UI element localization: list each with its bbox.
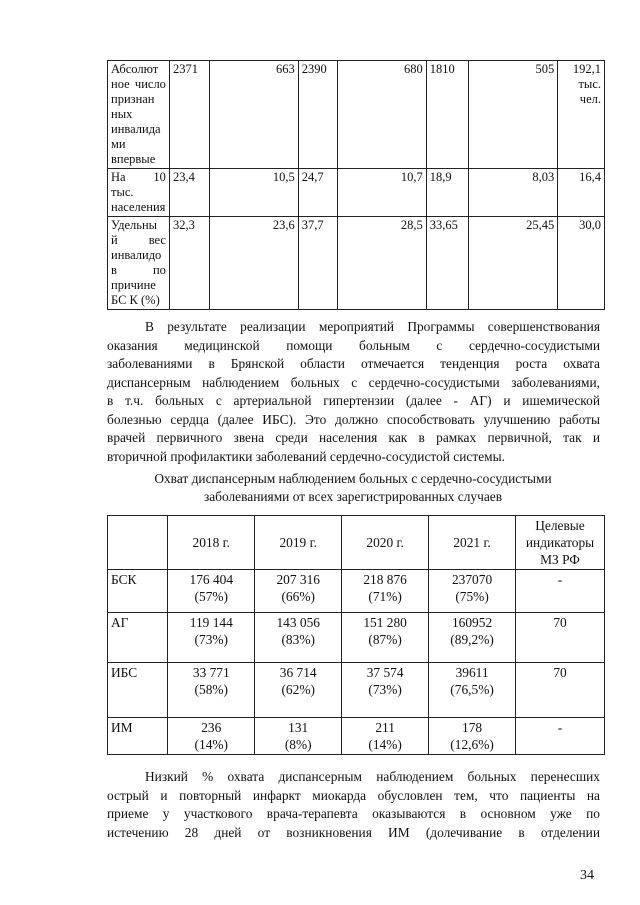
cell-value: 143 056: [276, 615, 320, 630]
cell-percent: (14%): [194, 737, 229, 752]
cell-line: тыс.: [578, 77, 601, 91]
paragraph-line: В результате реализации мероприятий Программы совершенствования: [145, 319, 600, 334]
cell-value: 36 714: [279, 665, 317, 680]
table-row: [108, 169, 605, 217]
row-label-line: Абсолют: [111, 62, 159, 76]
table-header-row: [108, 516, 605, 570]
table-cell: [342, 613, 429, 663]
header-cell: 2021 г.: [429, 516, 516, 570]
cell-percent: (8%): [284, 737, 312, 752]
table-row: [108, 663, 605, 718]
header-cell: 2019 г.: [255, 516, 342, 570]
row-label: [108, 61, 170, 169]
table-cell: 505: [468, 61, 557, 169]
table-cell: 23,4: [169, 169, 209, 217]
cell-percent: (58%): [194, 682, 229, 697]
cell-percent: (87%): [368, 632, 402, 647]
table-cell: 25,45: [468, 217, 557, 310]
cell-value: 237070: [451, 572, 493, 587]
cell-percent: (62%): [281, 682, 315, 697]
cell-percent: (71%): [368, 589, 402, 604]
table-cell: [342, 718, 429, 755]
table-cell: [342, 663, 429, 718]
table-cell: 2371: [169, 61, 209, 169]
paragraph-line: приеме у участкового врача-терапевта оказываются в основном уже по: [107, 806, 600, 821]
cell-percent: (66%): [281, 589, 315, 604]
cell-line: чел.: [579, 92, 601, 106]
table-row: [108, 613, 605, 663]
row-label: АГ: [108, 613, 168, 663]
cell-value: 160952: [451, 615, 493, 630]
cell-line: 192,1: [572, 62, 601, 76]
cell-percent: (12,6%): [450, 737, 494, 752]
paragraph-line: оказания медицинской помощи больным с сердечно-сосудистыми: [107, 337, 600, 353]
table-row: [108, 217, 605, 310]
table-cell: 24,7: [298, 169, 337, 217]
row-label-line: тыс.: [111, 185, 134, 199]
disability-table: [107, 60, 605, 310]
table-cell: [168, 570, 255, 613]
cell-value: 211: [375, 720, 395, 735]
header-empty-cell: [108, 516, 168, 570]
header-line: МЗ РФ: [540, 552, 580, 567]
table-cell: 1810: [426, 61, 468, 169]
cell-percent: (89,2%): [450, 632, 494, 647]
table-cell: 32,3: [169, 217, 209, 310]
row-label-line: инвалидо: [111, 248, 162, 262]
table-cell: 10,5: [210, 169, 299, 217]
table-cell: 33,65: [426, 217, 468, 310]
header-cell-indicator: [516, 516, 605, 570]
row-label-line: ных: [111, 107, 133, 121]
table-cell: 37,7: [298, 217, 337, 310]
header-cell: 2018 г.: [168, 516, 255, 570]
cell-value: 178: [462, 720, 483, 735]
paragraph-line: истечению 28 дней от возникновения ИМ (долечивание в отделении: [107, 824, 600, 840]
cell-percent: (75%): [455, 589, 489, 604]
body-paragraph: [107, 318, 600, 466]
header-line: Целевые: [535, 518, 585, 533]
paragraph-line: Низкий % охвата диспансерным наблюдением больных перенесших: [145, 769, 600, 784]
row-label: ИБС: [108, 663, 168, 718]
row-label-line: й вес: [111, 233, 166, 247]
cell-value: 37 574: [366, 665, 404, 680]
table-cell: [429, 570, 516, 613]
table-row: [108, 570, 605, 613]
header-line: индикаторы: [525, 535, 595, 550]
cell-percent: (73%): [368, 682, 402, 697]
header-cell: 2020 г.: [342, 516, 429, 570]
row-label: ИМ: [108, 718, 168, 755]
row-label-line: признан: [111, 92, 155, 106]
cell-percent: (76,5%): [450, 682, 494, 697]
paragraph-line: заболеваниями в Брянской области отмечается тенденция роста охвата: [107, 356, 600, 371]
paragraph-line: вторичной профилактики заболеваний сердечно-сосудистой системы.: [107, 448, 505, 464]
caption-line: заболеваниями от всех зарегистрированных случаев: [203, 489, 503, 504]
page-number: 34: [580, 868, 594, 883]
table-cell: 23,6: [210, 217, 299, 310]
table-cell: 2390: [298, 61, 337, 169]
table-cell: [558, 217, 605, 310]
cell-value: 151 280: [363, 615, 407, 630]
row-label: БСК: [108, 570, 168, 613]
table-cell: 28,5: [338, 217, 427, 310]
cell-value: 119 144: [189, 615, 233, 630]
row-label-line: впервые: [111, 152, 156, 166]
paragraph-line: болезнью сердца (далее ИБС). Это должно способствовать улучшению работы: [107, 411, 600, 427]
row-label-line: Удельны: [111, 218, 158, 232]
cell-percent: (73%): [194, 632, 229, 647]
table-cell: [255, 570, 342, 613]
table-cell: 680: [338, 61, 427, 169]
table-cell: 10,7: [338, 169, 427, 217]
row-label-line: инвалида: [111, 122, 161, 136]
indicator-cell: 70: [516, 663, 605, 718]
table-cell: [168, 663, 255, 718]
row-label-line: ное число: [111, 77, 166, 91]
cell-percent: (14%): [368, 737, 402, 752]
table-row: [108, 718, 605, 755]
table-cell: 8,03: [468, 169, 557, 217]
row-label-line: На 10: [111, 170, 166, 184]
table-cell: [255, 718, 342, 755]
indicator-cell: -: [516, 718, 605, 755]
table-cell: 663: [210, 61, 299, 169]
table-cell: [255, 663, 342, 718]
indicator-cell: -: [516, 570, 605, 613]
table-cell: [429, 663, 516, 718]
table-cell: [168, 718, 255, 755]
table-cell: [429, 718, 516, 755]
cell-line: 30,0: [579, 218, 601, 232]
row-label-line: ми: [111, 137, 126, 151]
table-cell: [558, 61, 605, 169]
indicator-cell: 70: [516, 613, 605, 663]
cell-value: 236: [201, 720, 222, 735]
table-cell: 18,9: [426, 169, 468, 217]
body-paragraph: [107, 768, 600, 842]
paragraph-line: диспансерным наблюдением больных с сердечно-сосудистыми заболеваниями,: [107, 374, 600, 390]
cell-percent: (83%): [281, 632, 315, 647]
paragraph-line: острый и повторный инфаркт миокарда обусловлен тем, что пациенты на: [107, 787, 600, 803]
table-cell: [558, 169, 605, 217]
row-label-line: населения: [111, 200, 166, 214]
paragraph-line: в т.ч. больных с артериальной гипертензии (далее - АГ) и ишемической: [107, 393, 600, 408]
table-row: [108, 61, 605, 169]
coverage-table: [107, 515, 605, 755]
row-label: [108, 217, 170, 310]
table-caption: [110, 470, 596, 506]
cell-value: 33 771: [192, 665, 230, 680]
cell-value: 207 316: [276, 572, 320, 587]
table-cell: [255, 613, 342, 663]
table-cell: [429, 613, 516, 663]
row-label-line: причине: [111, 278, 156, 292]
row-label-line: БС К (%): [111, 293, 160, 307]
cell-value: 218 876: [363, 572, 407, 587]
paragraph-line: врачей первичного звена среди населения как в рамках первичной, так и: [107, 430, 600, 445]
cell-percent: (57%): [194, 589, 229, 604]
row-label-line: в по: [111, 263, 166, 277]
cell-value: 176 404: [189, 572, 234, 587]
caption-line: Охват диспансерным наблюдением больных с сердечно-сосудистыми: [154, 471, 552, 486]
table-cell: [168, 613, 255, 663]
cell-value: 39611: [455, 665, 489, 680]
cell-line: 16,4: [579, 170, 601, 184]
table-cell: [342, 570, 429, 613]
cell-value: 131: [288, 720, 309, 735]
row-label: [108, 169, 170, 217]
